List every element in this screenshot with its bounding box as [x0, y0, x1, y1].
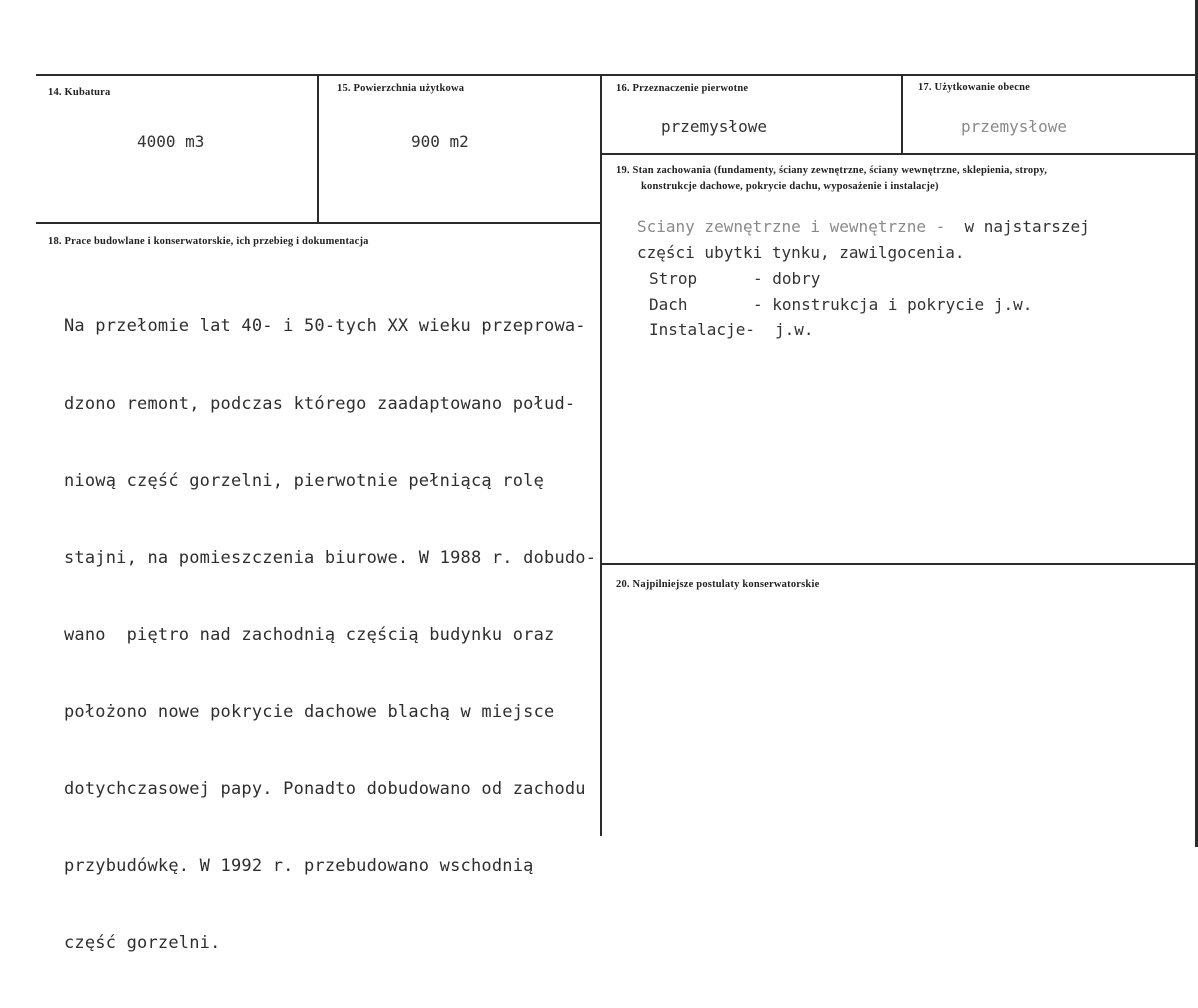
- divider-row-20: [600, 563, 1196, 565]
- field-18-line: położono nowe pokrycie dachowe blachą w miejsce: [64, 701, 555, 722]
- divider-15-16: [600, 74, 602, 836]
- field-18-line: wano piętro nad zachodnią częścią budynku oraz: [64, 624, 555, 645]
- field-17-value: przemysłowe: [961, 117, 1067, 136]
- divider-14-15: [317, 74, 319, 223]
- field-19-row-name: Instalacje-: [649, 320, 755, 339]
- field-18-line: Na przełomie lat 40- i 50-tych XX wieku przeprowa-: [64, 316, 586, 337]
- field-15-label: 15. Powierzchnia użytkowa: [337, 83, 465, 94]
- field-16-value: przemysłowe: [661, 117, 767, 136]
- field-17-label: 17. Użytkowanie obecne: [918, 82, 1031, 93]
- field-19-row-value: - konstrukcja i pokrycie j.w.: [753, 295, 1033, 314]
- field-19-label-line1: 19. Stan zachowania (fundamenty, ściany zewnętrzne, ściany wewnętrzne, sklepienia, stropy,: [616, 165, 1048, 176]
- field-19-text-rest: w najstarszej: [945, 217, 1090, 236]
- field-19-row-value: - dobry: [753, 269, 821, 288]
- field-20-label: 20. Najpilniejsze postulaty konserwatorskie: [616, 579, 820, 590]
- field-18-line: dzono remont, podczas którego zaadaptowano połud-: [64, 393, 576, 414]
- field-18-text: [64, 263, 596, 1008]
- field-19-row-name: Strop: [649, 269, 698, 288]
- field-18-line: niową część gorzelni, pierwotnie pełniącą rolę: [64, 470, 545, 491]
- field-16-label: 16. Przeznaczenie pierwotne: [616, 83, 749, 94]
- field-14-value: 4000 m3: [137, 132, 205, 151]
- field-19-row-name: Dach: [649, 295, 688, 314]
- field-19-row-value: j.w.: [775, 320, 814, 339]
- field-19-text-faint: Sciany zewnętrzne i wewnętrzne -: [637, 217, 946, 236]
- field-19-text-line1: [637, 217, 1090, 236]
- field-18-label: 18. Prace budowlane i konserwatorskie, ich przebieg i dokumentacja: [48, 236, 369, 247]
- field-18-line: dotychczasowej papy. Ponadto dobudowano od zachodu: [64, 779, 586, 800]
- field-15-value: 900 m2: [411, 132, 469, 151]
- field-19-text-line2: części ubytki tynku, zawilgocenia.: [637, 243, 965, 262]
- divider-row-19: [600, 153, 1196, 155]
- field-18-line: stajni, na pomieszczenia biurowe. W 1988 r. dobudo-: [64, 547, 597, 568]
- field-18-line: część gorzelni.: [64, 933, 221, 954]
- divider-16-17: [901, 74, 903, 154]
- field-19-label-line2: konstrukcje dachowe, pokrycie dachu, wyposażenie i instalacje): [641, 181, 939, 192]
- field-18-line: przybudówkę. W 1992 r. przebudowano wschodnią: [64, 856, 534, 877]
- top-border: [36, 74, 1196, 76]
- divider-row-18: [36, 222, 602, 224]
- field-14-label: 14. Kubatura: [48, 87, 111, 98]
